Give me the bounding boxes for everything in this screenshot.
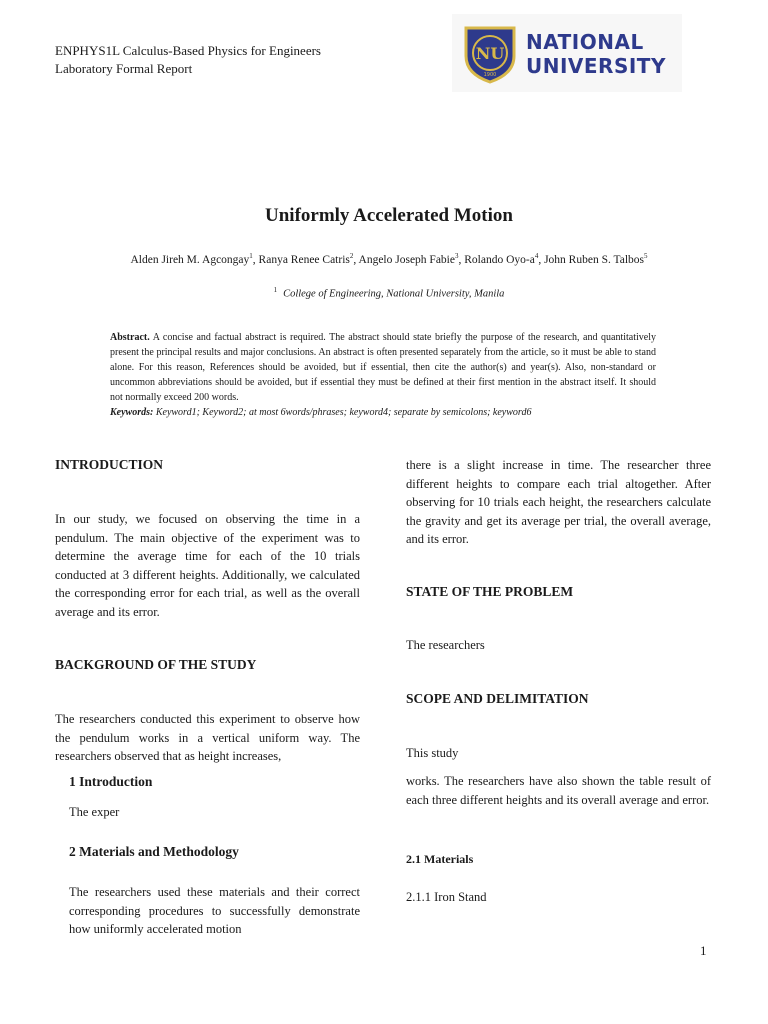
affiliation-sup: 1 [273, 286, 278, 294]
affiliation-text: College of Engineering, National University, Manila [283, 288, 505, 300]
logo-wordmark [526, 30, 666, 78]
author-name: Angelo Joseph Fabie [358, 253, 455, 266]
author-name: Alden Jireh M. Agcongay [130, 253, 250, 266]
background-heading: BACKGROUND OF THE STUDY [55, 657, 257, 672]
keywords-text: Keyword1; Keyword2; at most 6words/phrases; keyword4; separate by semicolons; keyword6 [155, 407, 532, 418]
materials-heading: 2.1 Materials [406, 852, 474, 866]
logo-line-university: UNIVERSITY [526, 54, 666, 78]
author-sup: 4 [534, 252, 539, 260]
author-sup: 1 [249, 252, 253, 260]
affiliation [0, 286, 768, 300]
author-name: Rolando Oyo-a [464, 253, 535, 266]
course-header [55, 42, 321, 78]
author-sup: 2 [349, 252, 354, 260]
page-number: 1 [700, 943, 707, 958]
iron-stand-item: 2.1.1 Iron Stand [406, 890, 487, 904]
author-sup: 5 [644, 252, 648, 260]
author-sup: 3 [454, 252, 459, 260]
scope-text: This study [406, 746, 459, 760]
scope-heading: SCOPE AND DELIMITATION [406, 691, 589, 706]
section-1-text: The exper [69, 805, 120, 819]
abstract-text: A concise and factual abstract is required. The abstract should state briefly the purpose of the research, and quantitatively present the principal results and major conclusions. An abstract is often presented separately from the article, so it must be able to stand alone. For this reason, References should be avoided, but if essential, then cite the author(s) and year(s). Also, non-standard or uncommon abbreviations should be avoided, but if essential they must be defined at their first mention in the abstract itself. It should not normally exceed 200 words. [110, 332, 657, 403]
university-logo [452, 14, 682, 92]
works-text: works. The researchers have also shown the table result of each three different heights and its overall average and error. [406, 774, 711, 807]
abstract [110, 330, 656, 405]
logo-line-national: NATIONAL [526, 30, 644, 54]
problem-heading: STATE OF THE PROBLEM [406, 584, 574, 599]
section-2-heading: 2 Materials and Methodology [69, 844, 239, 859]
introduction-text: In our study, we focused on observing the time in a pendulum. The main objective of the experiment was to determine the average time for each of the 10 trials conducted at 3 different heights. Additionally, we calculated the corresponding error for each trial, as well as the overall average and its error. [55, 512, 360, 619]
background-text: The researchers conducted this experiment to observe how the pendulum works in a vertical uniform way. The researchers observed that as height increases, [55, 712, 360, 763]
author-list: Alden Jireh M. Agcongay$^1$, Ranya Renee Catris$^2$, Angelo Joseph Fabie$^3$, Rolando Oyo-$a^4$, John Ruben S. Talbos$^5$ [130, 252, 648, 266]
report-type: Laboratory Formal Report [55, 61, 193, 76]
keywords [110, 407, 670, 418]
section-2-text: The researchers used these materials and their correct corresponding procedures to successfully demonstrate how uniformly accelerated motion [69, 885, 360, 936]
keywords-label: Keywords: [110, 407, 154, 418]
abstract-label: Abstract. [110, 332, 150, 343]
university-seal-icon [460, 22, 520, 84]
author-name: John Ruben S. Talbos [544, 253, 645, 266]
course-title: ENPHYS1L Calculus-Based Physics for Engineers [55, 43, 321, 58]
seal-letters: NU [475, 44, 505, 63]
problem-text: The researchers [406, 638, 485, 652]
author-name: Ranya Renee Catris [258, 253, 350, 266]
paper-title: Uniformly Accelerated Motion [265, 205, 513, 226]
seal-year: 1900 [483, 72, 497, 78]
continuation-text: there is a slight increase in time. The researcher three different heights to compare each trial altogether. After observing for 10 trials each height, the researchers calculate the gravity and get its average per trial, the overall average, and its error. [406, 458, 711, 546]
introduction-heading: INTRODUCTION [55, 457, 164, 472]
section-1-heading: 1 Introduction [69, 774, 153, 789]
